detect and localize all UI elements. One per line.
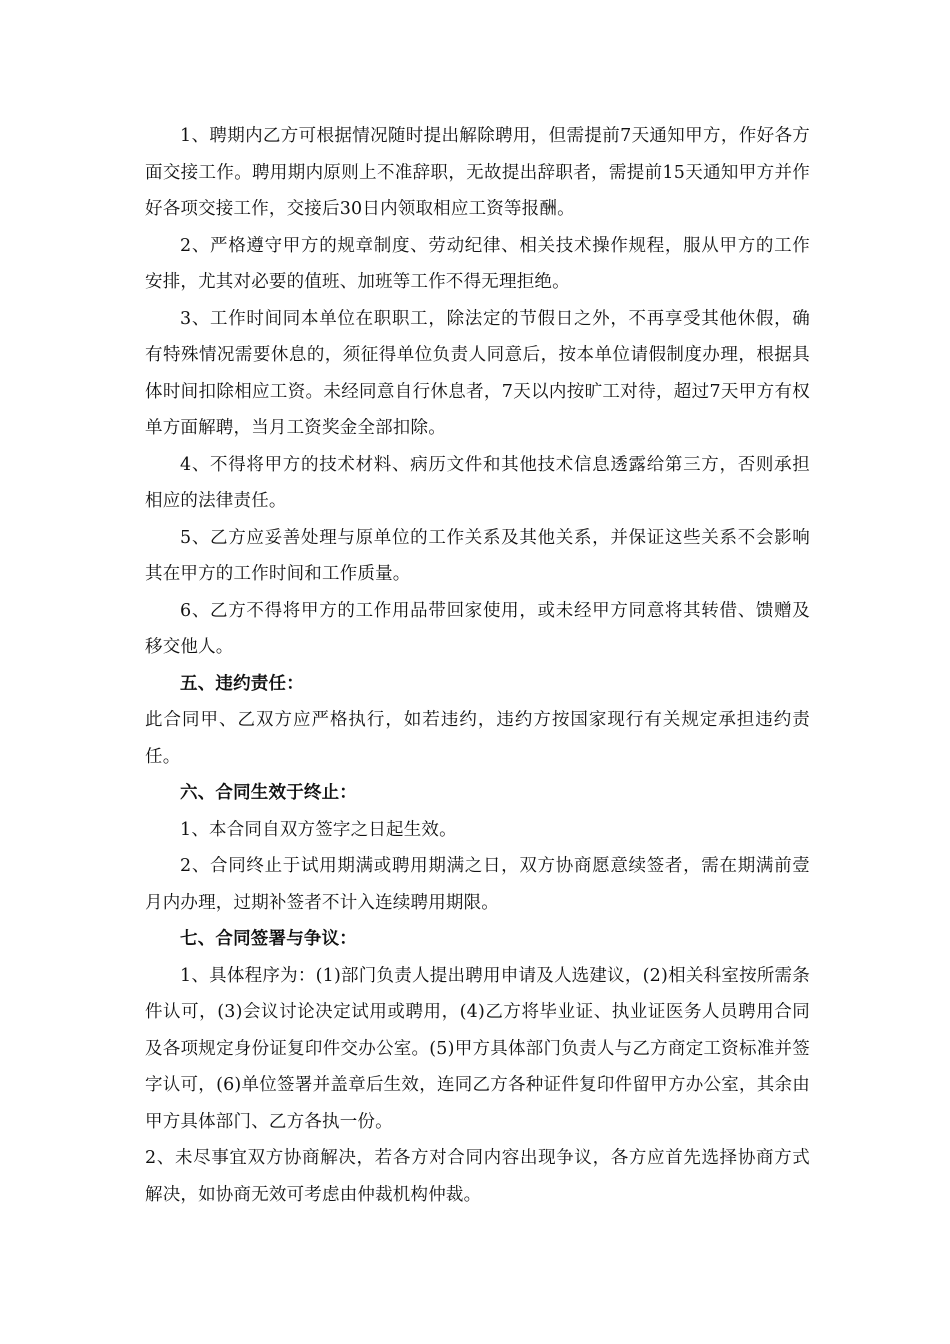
paragraph-clause-3: 3、工作时间同本单位在职职工，除法定的节假日之外，不再享受其他休假，确有特殊情况需要休息的，须征得单位负责人同意后，按本单位请假制度办理，根据具体时间扣除相应工资。未经同意自行休息者，7天以内按旷工对待，超过7天甲方有权单方面解聘，当月工资奖金全部扣除。 (145, 308, 810, 438)
paragraph-clause-1: 1、聘期内乙方可根据情况随时提出解除聘用，但需提前7天通知甲方，作好各方面交接工作。聘用期内原则上不准辞职，无故提出辞职者，需提前15天通知甲方并作好各项交接工作，交接后30日内领取相应工资等报酬。 (145, 126, 810, 219)
section-heading-effect: 六、合同生效于终止： (180, 783, 357, 803)
section-heading-breach: 五、违约责任： (180, 673, 304, 694)
paragraph-clause-4: 4、不得将甲方的技术材料、病历文件和其他技术信息透露给第三方，否则承担相应的法律责任。 (145, 454, 810, 511)
paragraph-effect-1: 1、本合同自双方签字之日起生效。 (180, 819, 457, 840)
paragraph-effect-2: 2、合同终止于试用期满或聘用期满之日，双方协商愿意续签者，需在期满前壹月内办理，过期补签者不计入连续聘用期限。 (145, 856, 810, 913)
paragraph-clause-6: 6、乙方不得将甲方的工作用品带回家使用，或未经甲方同意将其转借、馈赠及移交他人。 (145, 600, 810, 657)
section-heading-signing: 七、合同签署与争议： (180, 929, 357, 949)
paragraph-signing-1: 1、具体程序为：(1)部门负责人提出聘用申请及人选建议，(2)相关科室按所需条件认可，(3)会议讨论决定试用或聘用，(4)乙方将毕业证、执业证医务人员聘用合同及各项规定身份证复印件交办公室。(5)甲方具体部门负责人与乙方商定工资标准并签字认可，(6)单位签署并盖章后生效，连同乙方各种证件复印件留甲方办公室，其余由甲方具体部门、乙方各执一份。 (145, 965, 810, 1132)
paragraph-clause-2: 2、严格遵守甲方的规章制度、劳动纪律、相关技术操作规程，服从甲方的工作安排，尤其对必要的值班、加班等工作不得无理拒绝。 (145, 235, 810, 292)
paragraph-signing-2: 2、未尽事宜双方协商解决，若各方对合同内容出现争议，各方应首先选择协商方式解决，如协商无效可考虑由仲裁机构仲裁。 (145, 1148, 810, 1205)
paragraph-breach: 此合同甲、乙双方应严格执行，如若违约，违约方按国家现行有关规定承担违约责任。 (145, 710, 810, 767)
document-body (145, 118, 810, 1213)
paragraph-clause-5: 5、乙方应妥善处理与原单位的工作关系及其他关系，并保证这些关系不会影响其在甲方的工作时间和工作质量。 (145, 527, 810, 584)
